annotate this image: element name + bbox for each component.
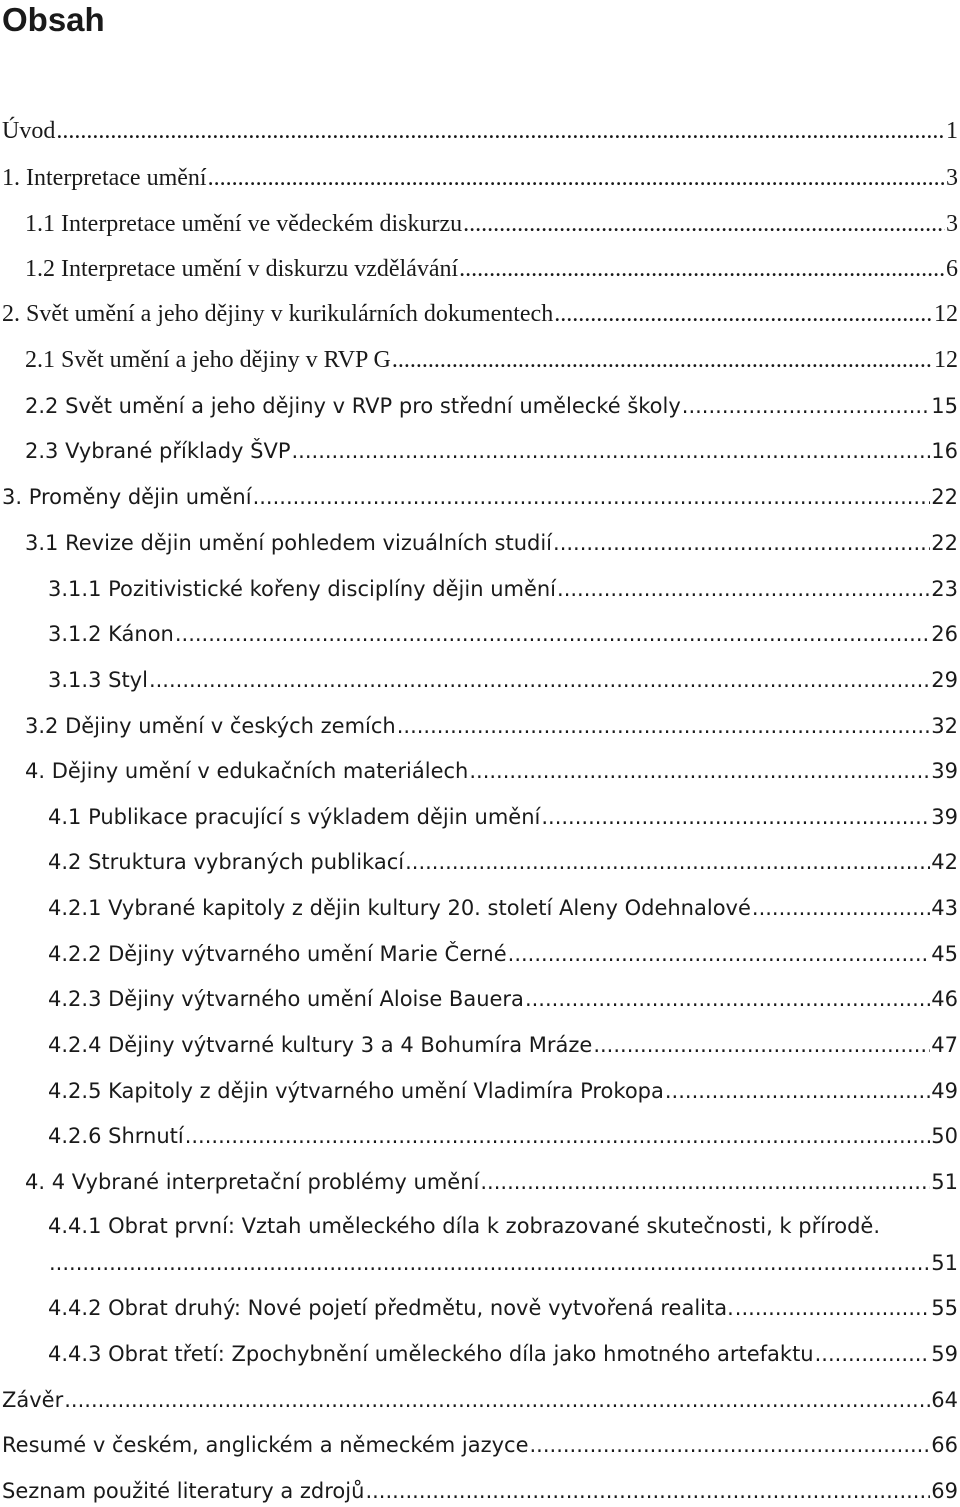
toc-entry[interactable]: [48, 801, 958, 833]
toc-entry-title: 3.1 Revize dějin umění pohledem vizuálních studií: [25, 531, 553, 555]
toc-entry-page: 12: [934, 347, 958, 373]
toc-entry-title: 4.2.1 Vybrané kapitoly z dějin kultury 20. století Aleny Odehnalové: [48, 896, 751, 920]
toc-entry-title: 4.1 Publikace pracující s výkladem dějin umění: [48, 805, 541, 829]
toc-entry[interactable]: [48, 573, 958, 605]
toc-entry-title: 2.2 Svět umění a jeho dějiny v RVP pro střední umělecké školy: [25, 394, 681, 418]
toc-entry[interactable]: [2, 115, 958, 147]
toc-entry-page: 3: [946, 211, 958, 237]
toc-entry-page: 26: [931, 622, 958, 646]
dot-leader: [208, 162, 945, 194]
toc-entry-title: Úvod: [2, 118, 56, 144]
dot-leader: [469, 755, 930, 787]
toc-entry[interactable]: [48, 618, 958, 650]
toc-entry-title: 3.1.2 Kánon: [48, 622, 174, 646]
toc-entry[interactable]: [25, 710, 958, 742]
toc-entry[interactable]: [25, 208, 958, 240]
dot-leader: [541, 801, 930, 833]
toc-entry-page: 69: [931, 1479, 958, 1503]
toc-entry-page: 32: [931, 714, 958, 738]
toc-entry-page: 22: [931, 485, 958, 509]
toc-entry[interactable]: [25, 253, 958, 285]
toc-entry[interactable]: [48, 664, 958, 696]
dot-leader: [480, 1166, 930, 1198]
toc-entry-page: 51: [931, 1251, 958, 1275]
toc-entry-title: 4.2.4 Dějiny výtvarné kultury 3 a 4 Bohumíra Mráze: [48, 1033, 593, 1057]
dot-leader: [397, 710, 931, 742]
toc-entry[interactable]: [25, 1166, 958, 1198]
toc-entry-title: 2.3 Vybrané příklady ŠVP: [25, 439, 291, 463]
toc-entry-title: 3. Proměny dějin umění: [2, 485, 252, 509]
toc-entry-title: Seznam použité literatury a zdrojů: [2, 1479, 365, 1503]
toc-entry-page: 51: [931, 1170, 958, 1194]
toc-entry-page: 55: [931, 1296, 958, 1320]
toc-entry[interactable]: [48, 1075, 958, 1107]
toc-entry[interactable]: [48, 1292, 958, 1324]
toc-entry-page: 43: [931, 896, 958, 920]
toc-entry-title: 4. Dějiny umění v edukačních materiálech: [25, 759, 469, 783]
dot-leader: [463, 208, 945, 240]
dot-leader: [665, 1075, 930, 1107]
toc-entry-title: 4.2.5 Kapitoly z dějin výtvarného umění Vladimíra Prokopa: [48, 1079, 664, 1103]
toc-entry-title: 4.4.2 Obrat druhý: Nové pojetí předmětu, nově vytvořená realita.: [48, 1296, 734, 1320]
toc-entry-title-wrapped[interactable]: 4.4.1 Obrat první: Vztah uměleckého díla k zobrazované skutečnosti, k přírodě.: [48, 1214, 881, 1238]
toc-entry-title: 3.2 Dějiny umění v českých zemích: [25, 714, 396, 738]
toc-entry-title: Závěr: [2, 1388, 64, 1412]
dot-leader: [175, 618, 930, 650]
toc-entry-title: 4.2.6 Shrnutí: [48, 1124, 184, 1148]
dot-leader: [49, 1247, 930, 1279]
dot-leader: [593, 1029, 930, 1061]
toc-entry[interactable]: [48, 1338, 958, 1370]
dot-leader: [365, 1475, 930, 1507]
toc-entry-page: 23: [931, 577, 958, 601]
dot-leader: [508, 938, 931, 970]
toc-entry[interactable]: [48, 938, 958, 970]
toc-entry-page: 47: [931, 1033, 958, 1057]
toc-entry-title: 2.1 Svět umění a jeho dějiny v RVP G: [25, 347, 391, 373]
toc-entry-page: 22: [931, 531, 958, 555]
toc-entry[interactable]: [2, 481, 958, 513]
toc-entry-page: 39: [931, 759, 958, 783]
toc-entry-page: 29: [931, 668, 958, 692]
toc-entry-page: 45: [931, 942, 958, 966]
dot-leader: [56, 115, 945, 147]
toc-entry-title: 2. Svět umění a jeho dějiny v kurikulárních dokumentech: [2, 301, 554, 327]
toc-entry-page: 1: [946, 118, 958, 144]
page-title: Obsah: [2, 1, 105, 38]
toc-entry-title: 4.2.3 Dějiny výtvarného umění Aloise Bauera: [48, 987, 524, 1011]
toc-entry-title: 4.4.3 Obrat třetí: Zpochybnění uměleckého díla jako hmotného artefaktu: [48, 1342, 814, 1366]
toc-entry-title: 1. Interpretace umění: [2, 165, 207, 191]
dot-leader: [253, 481, 931, 513]
toc-entry-title: 4.2 Struktura vybraných publikací: [48, 850, 405, 874]
toc-entry-page: 49: [931, 1079, 958, 1103]
dot-leader: [530, 1429, 931, 1461]
dot-leader: [292, 435, 931, 467]
dot-leader: [557, 573, 930, 605]
toc-entry-page: 42: [931, 850, 958, 874]
dot-leader: [815, 1338, 931, 1370]
dot-leader: [735, 1292, 930, 1324]
toc-entry-page: 15: [931, 394, 958, 418]
dot-leader: [64, 1384, 930, 1416]
toc-entry-page: 39: [931, 805, 958, 829]
dot-leader: [459, 253, 945, 285]
toc-entry[interactable]: [2, 1429, 958, 1461]
toc-entry[interactable]: [25, 755, 958, 787]
toc-entry-title: 1.1 Interpretace umění ve vědeckém diskurzu: [25, 211, 463, 237]
toc-entry-page: 59: [931, 1342, 958, 1366]
toc-entry[interactable]: [48, 1029, 958, 1061]
toc-entry[interactable]: [25, 435, 958, 467]
toc-entry[interactable]: [48, 1120, 958, 1152]
toc-entry[interactable]: [25, 527, 958, 559]
dot-leader: [149, 664, 930, 696]
toc-entry-title: Resumé v českém, anglickém a německém jazyce: [2, 1433, 529, 1457]
dot-leader: [405, 846, 930, 878]
dot-leader: [752, 892, 930, 924]
toc-entry-page: 64: [931, 1388, 958, 1412]
toc-entry[interactable]: [48, 892, 958, 924]
toc-entry[interactable]: [48, 983, 958, 1015]
toc-entry-title: 1.2 Interpretace umění v diskurzu vzdělávání: [25, 256, 459, 282]
toc-entry-page: 50: [931, 1124, 958, 1148]
toc-entry[interactable]: [48, 1247, 958, 1279]
toc-entry[interactable]: [48, 846, 958, 878]
toc-entry[interactable]: [2, 162, 958, 194]
dot-leader: [553, 527, 930, 559]
toc-entry[interactable]: [25, 344, 958, 376]
toc-entry-page: 66: [931, 1433, 958, 1457]
toc-entry-title: 4. 4 Vybrané interpretační problémy umění: [25, 1170, 480, 1194]
toc-entry-page: 46: [931, 987, 958, 1011]
dot-leader: [392, 344, 933, 376]
toc-entry-title: 4.2.2 Dějiny výtvarného umění Marie Černé: [48, 942, 507, 966]
toc-entry[interactable]: [25, 390, 958, 422]
dot-leader: [682, 390, 930, 422]
toc-entry-page: 6: [946, 256, 958, 282]
toc-entry-page: 12: [934, 301, 958, 327]
dot-leader: [185, 1120, 931, 1152]
dot-leader: [525, 983, 930, 1015]
toc-entry-page: 16: [931, 439, 958, 463]
toc-entry[interactable]: [2, 1384, 958, 1416]
toc-entry[interactable]: [2, 298, 958, 330]
dot-leader: [554, 298, 933, 330]
toc-entry-page: 3: [946, 165, 958, 191]
toc-entry-title: 3.1.1 Pozitivistické kořeny disciplíny dějin umění: [48, 577, 557, 601]
toc-entry[interactable]: [2, 1475, 958, 1507]
toc-entry-title: 3.1.3 Styl: [48, 668, 148, 692]
